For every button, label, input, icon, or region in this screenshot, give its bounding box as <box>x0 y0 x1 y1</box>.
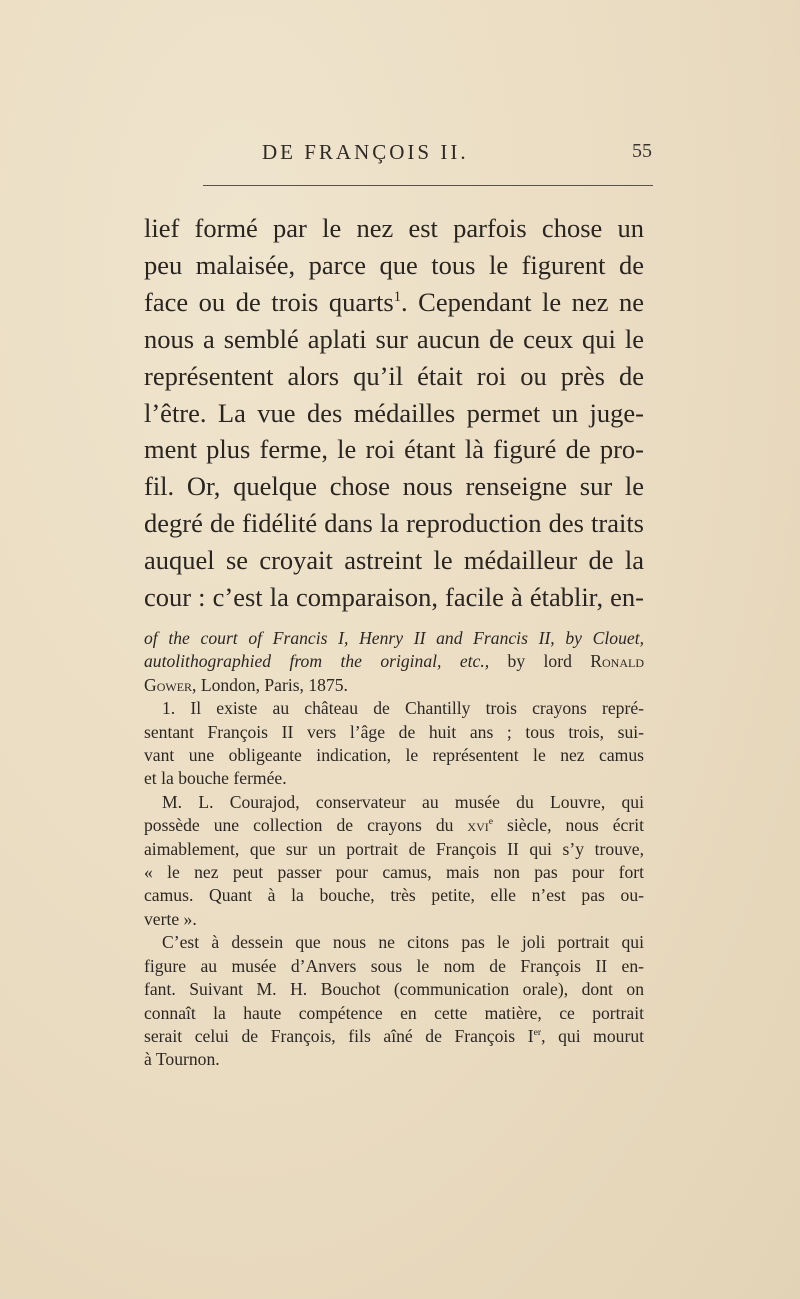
footnote-line: et la bouche fermée. <box>144 768 287 789</box>
footnote-line <box>144 674 644 697</box>
page-number: 55 <box>632 140 652 162</box>
footnote-line: 1. Il existe au château de Chantilly trois crayons repré- <box>162 698 644 719</box>
footnote-line: verte ». <box>144 908 197 929</box>
footnote-ref: 1 <box>393 288 401 305</box>
footnotes <box>144 627 644 1072</box>
century-suffix: e <box>488 816 494 828</box>
text-segment: by lord <box>489 651 591 672</box>
footnote-line <box>144 627 644 650</box>
footnote-line: vant une obligeante indication, le représentent le nez camus <box>144 745 644 766</box>
regnal-numeral: I <box>527 1025 534 1046</box>
author-name: Gower <box>144 674 193 695</box>
text-line: degré de fidélité dans la reproduction des traits <box>144 508 644 539</box>
running-title: DE FRANÇOIS II. <box>262 140 469 164</box>
footnote-line: camus. Quant à la bouche, très petite, elle n’est pas ou- <box>144 885 644 906</box>
text-line: ment plus ferme, le roi étant là figuré de pro- <box>144 434 644 465</box>
text-line: lief formé par le nez est parfois chose un <box>144 213 644 243</box>
citation-title: of the court of Francis I, Henry II and Francis II, by Clouet, <box>144 628 644 648</box>
century-numeral: xvi <box>467 815 489 836</box>
author-name: Ronald <box>590 651 644 672</box>
text-line: l’être. La vue des médailles permet un juge- <box>144 397 644 428</box>
text-segment: , London, Paris, 1875. <box>192 674 348 695</box>
text-segment: possède une collection de crayons du <box>144 815 468 836</box>
footnote-line: figure au musée d’Anvers sous le nom de François II en- <box>144 955 644 976</box>
text-segment: serait celui de François, fils aîné de François <box>144 1025 528 1046</box>
header-rule <box>203 185 653 186</box>
footnote-line <box>144 650 644 673</box>
regnal-suffix: er <box>533 1027 542 1039</box>
text-segment: face ou de trois quarts <box>144 286 394 317</box>
text-line: fil. Or, quelque chose nous renseigne sur le <box>144 471 644 502</box>
footnote-line: M. L. Courajod, conservateur au musée du Louvre, qui <box>162 791 644 812</box>
footnote-line: à Tournon. <box>144 1049 220 1070</box>
footnote-line: connaît la haute compétence en cette matière, ce portrait <box>144 1002 644 1023</box>
text-segment: . Cependant le nez ne <box>400 286 645 317</box>
text-segment: siècle, nous écrit <box>493 815 644 836</box>
footnote-line: « le nez peut passer pour camus, mais non pas pour fort <box>144 862 644 883</box>
citation-title: autolithographied from the original, etc., <box>144 651 490 672</box>
text-line: nous a semblé aplati sur aucun de ceux qui le <box>144 323 644 354</box>
footnote-line: sentant François II vers l’âge de huit ans ; tous trois, sui- <box>144 721 644 742</box>
footnote-line: aimablement, que sur un portrait de François II qui s’y trouve, <box>144 838 644 859</box>
main-text <box>144 210 644 616</box>
footnote-line: fant. Suivant M. H. Bouchot (communication orale), dont on <box>144 979 644 1000</box>
footnote-line <box>144 1025 644 1048</box>
footnote-line <box>144 814 644 837</box>
text-line: cour : c’est la comparaison, facile à établir, en- <box>144 582 644 613</box>
text-segment: , qui mourut <box>541 1025 645 1046</box>
text-line: représentent alors qu’il était roi ou près de <box>144 360 644 391</box>
text-line: auquel se croyait astreint le médailleur de la <box>144 545 644 576</box>
text-line <box>144 284 644 321</box>
footnote-line: C’est à dessein que nous ne citons pas le joli portrait qui <box>162 932 644 953</box>
running-head <box>200 140 652 170</box>
text-line: peu malaisée, parce que tous le figurent de <box>144 249 644 280</box>
